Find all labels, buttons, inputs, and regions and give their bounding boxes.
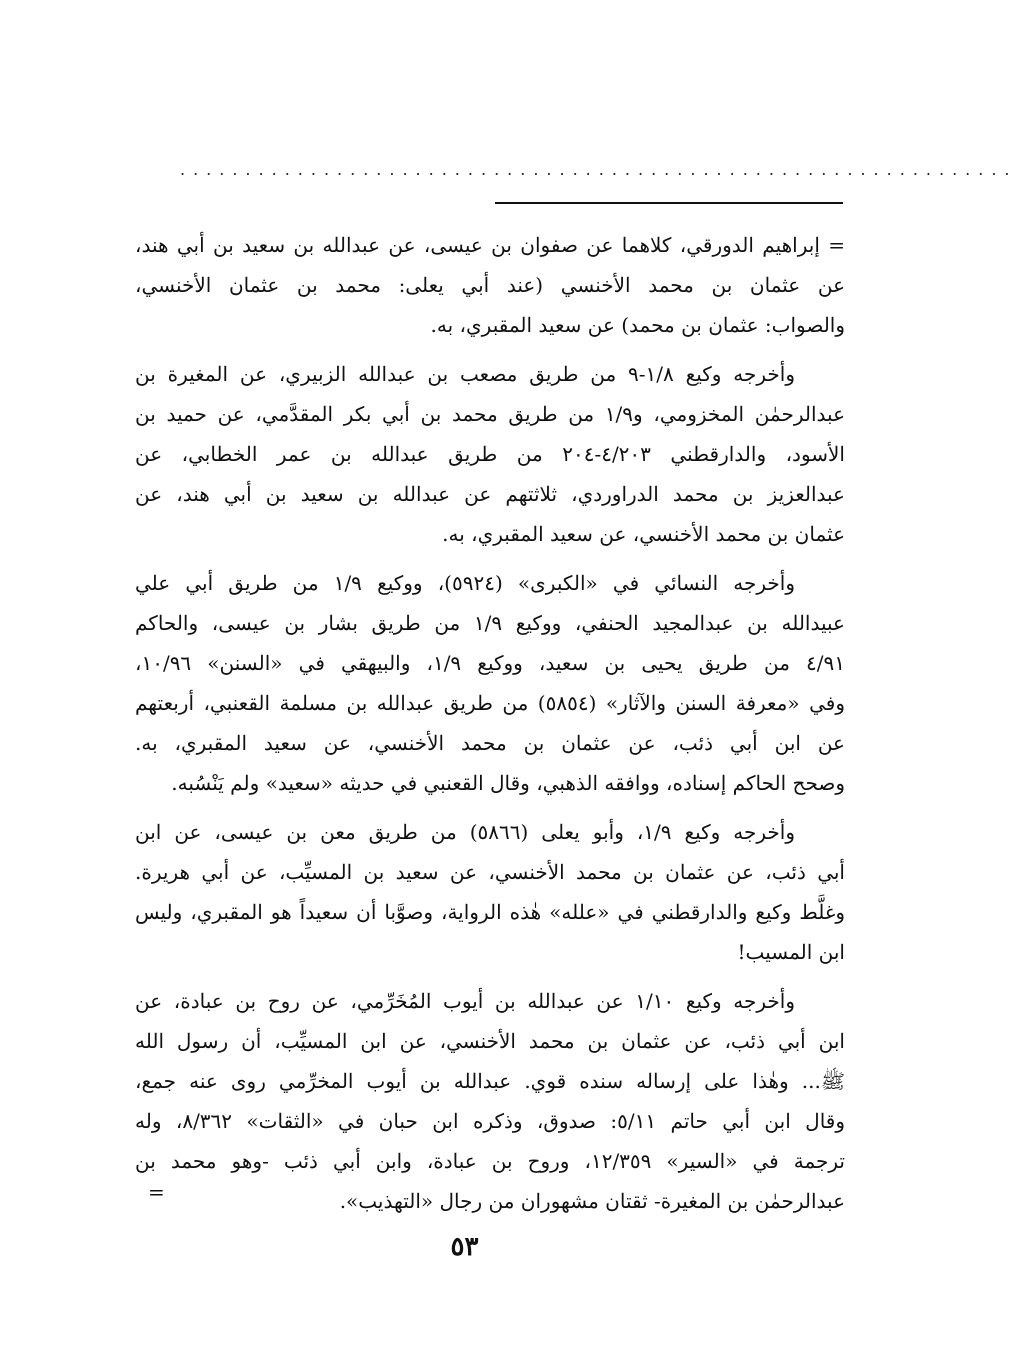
text-line: وصحح الحاكم إسناده، ووافقه الذهبي، وقال القعنبي في حديثه «سعيد» ولم يَنْسُبه. — [171, 771, 845, 795]
paragraph — [135, 563, 845, 803]
continuation-mark: = — [148, 1180, 165, 1204]
footnote-rule — [495, 202, 843, 204]
page-number: ٥٣ — [450, 1232, 479, 1262]
text-line: عبيدالله بن عبدالمجيد الحنفي، ووكيع ١/٩ من طريق بشار بن عيسى، والحاكم — [135, 611, 845, 635]
text-line: عبدالرحمٰن بن المغيرة- ثقتان مشهوران من رجال «التهذيب». — [339, 1189, 845, 1213]
paragraph — [135, 812, 845, 972]
text-line: عثمان بن محمد الأخنسي، عن سعيد المقبري، به. — [442, 522, 845, 546]
text-line: ترجمة في «السير» ١٢/٣٥٩، وروح بن عبادة، وابن أبي ذئب -وهو محمد بن — [135, 1149, 845, 1173]
footnote-text — [135, 225, 845, 1221]
paragraph — [135, 225, 845, 345]
text-line: = إبراهيم الدورقي، كلاهما عن صفوان بن عيسى، عن عبدالله بن سعيد بن أبي هند، — [135, 233, 845, 257]
text-line: ٤/٩١ من طريق يحيى بن سعيد، ووكيع ١/٩، والبيهقي في «السنن» ١٠/٩٦، — [135, 651, 845, 675]
text-line: عن ابن أبي ذئب، عن عثمان بن محمد الأخنسي، عن سعيد المقبري، به. — [135, 731, 845, 755]
text-line: وأخرجه وكيع ١/٨-٩ من طريق مصعب بن عبدالله الزبيري، عن المغيرة بن — [135, 362, 795, 386]
text-line: عبدالعزيز بن محمد الدراوردي، ثلاثتهم عن عبدالله بن سعيد بن أبي هند، عن — [135, 482, 845, 506]
text-line: ابن أبي ذئب، عن عثمان بن محمد الأخنسي، عن ابن المسيِّب، أن رسول الله — [135, 1029, 845, 1053]
paragraph — [135, 354, 845, 554]
text-line: وقال ابن أبي حاتم ٥/١١: صدوق، وذكره ابن حبان في «الثقات» ٨/٣٦٢، وله — [135, 1109, 846, 1133]
text-line: ابن المسيب! — [737, 940, 845, 964]
text-line: وأخرجه وكيع ١/١٠ عن عبدالله بن أيوب المُخَرِّمي، عن روح بن عبادة، عن — [135, 989, 796, 1013]
text-line: ﷺ... وهٰذا على إرساله سنده قوي. عبدالله بن أيوب المخرِّمي روى عنه جمع، — [135, 1069, 845, 1093]
paragraph — [135, 981, 845, 1221]
text-line: عبدالرحمٰن المخزومي، و١/٩ من طريق محمد بن أبي بكر المقدَّمي، عن حميد بن — [135, 402, 845, 426]
text-line: عن عثمان بن محمد الأخنسي (عند أبي يعلى: محمد بن عثمان الأخنسي، — [135, 273, 845, 297]
text-line: وغلَّط وكيع والدارقطني في «علله» هٰذه الرواية، وصوَّبا أن سعيداً هو المقبري، وليس — [135, 900, 845, 924]
dotted-separator: ................................................................ — [180, 160, 1018, 179]
text-line: والصواب: عثمان بن محمد) عن سعيد المقبري، به. — [430, 313, 845, 337]
text-line: الأسود، والدارقطني ٤/٢٠٣-٢٠٤ من طريق عبدالله بن عمر الخطابي، عن — [135, 442, 845, 466]
text-line: أبي ذئب، عن عثمان بن محمد الأخنسي، عن سعيد بن المسيِّب، عن أبي هريرة. — [135, 860, 845, 884]
text-line: وأخرجه النسائي في «الكبرى» (٥٩٢٤)، ووكيع ١/٩ من طريق أبي علي — [135, 571, 795, 595]
text-line: وأخرجه وكيع ١/٩، وأبو يعلى (٥٨٦٦) من طريق معن بن عيسى، عن ابن — [135, 820, 796, 844]
text-line: وفي «معرفة السنن والآثار» (٥٨٥٤) من طريق عبدالله بن مسلمة القعنبي، أربعتهم — [135, 691, 845, 715]
